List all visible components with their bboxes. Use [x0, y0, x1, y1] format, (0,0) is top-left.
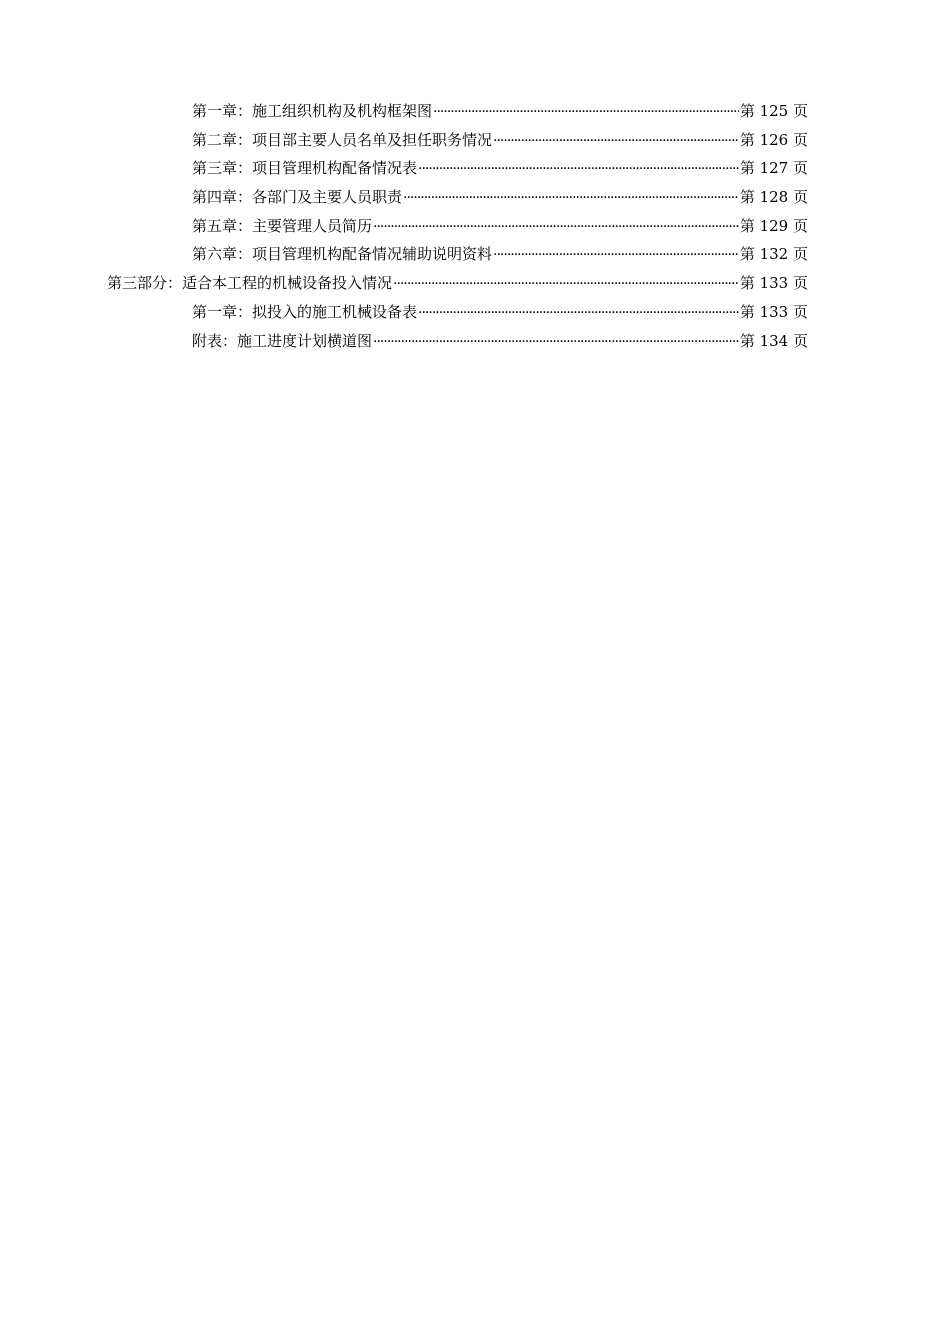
toc-entry-page: 第 127 页: [739, 159, 808, 178]
toc-entry-page: 第 134 页: [739, 331, 808, 350]
toc-entry[interactable]: [107, 240, 808, 269]
toc-dot-leader: [433, 98, 739, 127]
toc-entry-page: 第 125 页: [739, 102, 808, 120]
toc-part-entry[interactable]: [107, 269, 808, 298]
toc-dot-leader: [418, 299, 739, 328]
toc-entry-title: 第三部分：适合本工程的机械设备投入情况: [107, 274, 393, 293]
toc-entry[interactable]: [107, 126, 808, 155]
toc-entry-page: 第 133 页: [739, 302, 808, 321]
toc-entry-title: 第一章：拟投入的施工机械设备表: [192, 302, 418, 321]
toc-entry-page: 第 132 页: [739, 245, 808, 264]
toc-entry[interactable]: [107, 212, 808, 241]
toc-dot-leader: [493, 241, 739, 270]
toc-entry[interactable]: [107, 298, 808, 327]
toc-dot-leader: [393, 270, 739, 299]
toc-entry-page: 第 129 页: [739, 216, 808, 235]
toc-entry-title: 第三章：项目管理机构配备情况表: [192, 159, 418, 178]
toc-dot-leader: [493, 127, 739, 156]
toc-entry-title: 第四章：各部门及主要人员职责: [192, 188, 403, 207]
toc-entry-title: 第二章：项目部主要人员名单及担任职务情况: [192, 130, 493, 149]
table-of-contents: [107, 97, 808, 355]
toc-dot-leader: [403, 184, 739, 213]
toc-entry[interactable]: [107, 183, 808, 212]
toc-dot-leader: [373, 213, 739, 242]
toc-entry-title: 第五章：主要管理人员简历: [192, 216, 373, 235]
toc-dot-leader: [373, 328, 739, 357]
toc-entry-page: 第 128 页: [739, 188, 808, 207]
toc-entry-page: 第 126 页: [739, 130, 808, 149]
toc-dot-leader: [418, 155, 739, 184]
toc-entry[interactable]: [107, 327, 808, 356]
toc-entry-title: 附表：施工进度计划横道图: [192, 331, 373, 350]
toc-entry-title: 第六章：项目管理机构配备情况辅助说明资料: [192, 245, 493, 264]
toc-entry-page: 第 133 页: [739, 274, 808, 293]
toc-entry-title: 第一章：施工组织机构及机构框架图: [192, 102, 433, 120]
toc-entry[interactable]: [107, 154, 808, 183]
toc-entry[interactable]: [107, 97, 808, 126]
